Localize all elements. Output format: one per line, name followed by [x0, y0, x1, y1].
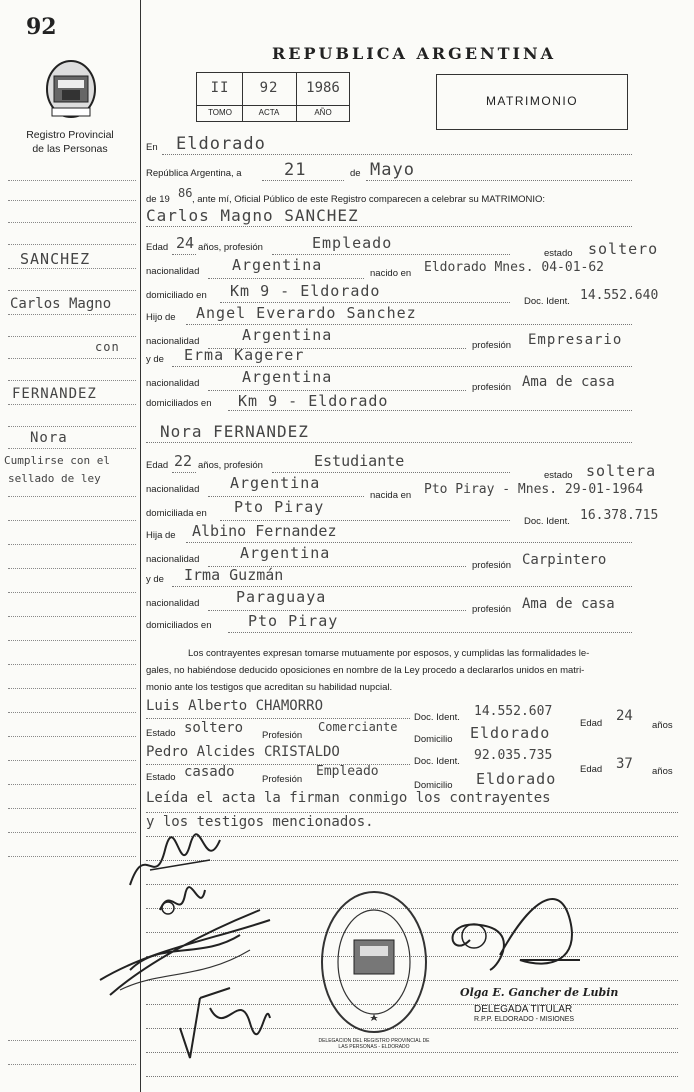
margin-rule: [8, 200, 136, 201]
registry-line-2: de las Personas: [32, 143, 108, 155]
margin-rule: [8, 856, 136, 857]
domiciliados-label: domiciliados en: [146, 620, 212, 631]
y-de-label: y de: [146, 354, 164, 365]
body-text-line-1: Los contrayentes expresan tomarse mutuamente por esposos, y cumplidas las formalidades le-: [188, 648, 590, 659]
domicilio-label: Domicilio: [414, 780, 453, 791]
witness-2-address: Eldorado: [476, 770, 557, 788]
profesion-label: profesión: [472, 382, 512, 393]
witness-2-doc: 92.035.735: [474, 748, 553, 763]
groom-profession: Empleado: [312, 234, 393, 252]
signature-witness-2-icon: [170, 968, 280, 1068]
document-type: MATRIMONIO: [485, 94, 579, 108]
officer-office: R.P.P. ELDORADO - MISIONES: [474, 1016, 575, 1023]
bride-father-profession: Carpintero: [522, 552, 607, 568]
acta-value: 92: [259, 80, 279, 96]
margin-note-line-1: Cumplirse con el: [4, 454, 110, 467]
month-value: Mayo: [370, 160, 415, 180]
nacionalidad-label: nacionalidad: [146, 378, 200, 389]
bride-birthplace-date: Pto Piray - Mnes. 29-01-1964: [424, 482, 644, 497]
signature-officer-icon: [440, 880, 590, 980]
margin-rule: [8, 832, 136, 833]
seal-text: DELEGACION DEL REGISTRO PROVINCIAL DE LAS PERSONAS - ELDORADO: [318, 1038, 430, 1050]
anos-profesion-label: años, profesión: [198, 460, 263, 471]
day-value: 21: [284, 160, 307, 180]
margin-rule: [8, 712, 136, 713]
margin-rule: [8, 290, 136, 291]
margin-given-name-groom: Carlos Magno: [10, 296, 112, 312]
groom-father-profession: Empresario: [528, 332, 623, 348]
margin-rule: [8, 640, 136, 641]
witness-2-profession: Empleado: [316, 764, 379, 779]
margin-rule: [8, 380, 136, 381]
domiciliada-label: domiciliada en: [146, 508, 207, 519]
bride-father-nationality: Argentina: [240, 544, 331, 562]
country-title: REPUBLICA ARGENTINA: [272, 44, 557, 63]
closing-line-2: y los testigos mencionados.: [146, 814, 374, 830]
margin-given-name-bride: Nora: [30, 430, 68, 446]
bride-status: soltera: [586, 462, 657, 480]
registry-line-1: Registro Provincial: [26, 129, 114, 141]
page-number: 92: [26, 14, 57, 40]
tomo-label: TOMO: [208, 108, 232, 117]
intro-text: , ante mí, Oficial Público de este Registro comparecen a celebrar su MATRIMONIO:: [192, 194, 546, 205]
domicilio-label: Domicilio: [414, 734, 453, 745]
margin-surname-groom: SANCHEZ: [20, 250, 91, 268]
anos-label: años: [652, 766, 673, 777]
groom-address: Km 9 - Eldorado: [230, 282, 381, 300]
margin-rule: [8, 520, 136, 521]
nacionalidad-label: nacionalidad: [146, 336, 200, 347]
bride-mother-profession: Ama de casa: [522, 596, 615, 612]
bride-nationality: Argentina: [230, 474, 321, 492]
margin-rule: [8, 664, 136, 665]
edad-label: Edad: [146, 242, 169, 253]
edad-label: Edad: [146, 460, 169, 471]
profesion-label: profesión: [472, 560, 512, 571]
hija-de-label: Hija de: [146, 530, 176, 541]
doc-label: Doc. Ident.: [524, 516, 570, 527]
place-value: Eldorado: [176, 134, 266, 154]
margin-rule: [8, 688, 136, 689]
witness-1-name: Luis Alberto CHAMORRO: [146, 698, 324, 714]
nacionalidad-label: nacionalidad: [146, 266, 200, 277]
margin-rule: [8, 592, 136, 593]
witness-2-name: Pedro Alcides CRISTALDO: [146, 744, 340, 760]
anio-label: AÑO: [314, 108, 332, 117]
province-coat-of-arms-icon: [42, 58, 100, 120]
witness-1-address: Eldorado: [470, 724, 551, 742]
officer-name: Olga E. Gancher de Lubin: [460, 986, 619, 999]
margin-rule: [8, 496, 136, 497]
margin-rule: [8, 336, 136, 337]
margin-rule: [8, 358, 136, 359]
profesion-label: Profesión: [262, 774, 303, 785]
profesion-label: Profesión: [262, 730, 303, 741]
groom-mother: Erma Kagerer: [184, 346, 305, 364]
republic-text: República Argentina, a: [146, 168, 242, 179]
bride-age: 22: [174, 452, 193, 470]
bride-address: Pto Piray: [234, 498, 325, 516]
margin-rule: [8, 616, 136, 617]
witness-2-status: casado: [184, 764, 235, 780]
en-label: En: [146, 142, 158, 153]
anos-profesion-label: años, profesión: [198, 242, 263, 253]
nacionalidad-label: nacionalidad: [146, 484, 200, 495]
witness-1-age: 24: [616, 708, 633, 724]
doc-label: Doc. Ident.: [414, 712, 460, 723]
margin-note-line-2: sellado de ley: [8, 472, 101, 485]
bride-mother-nationality: Paraguaya: [236, 588, 327, 606]
profesion-label: profesión: [472, 604, 512, 615]
registry-name: [0, 128, 140, 156]
tomo-value: II: [210, 80, 230, 96]
edad-label: Edad: [580, 764, 603, 775]
body-text-line-3: monio ante los testigos que acreditan su habilidad nupcial.: [146, 682, 393, 693]
margin-rule: [8, 426, 136, 427]
groom-status: soltero: [588, 240, 659, 258]
hijo-de-label: Hijo de: [146, 312, 176, 323]
groom-mother-profession: Ama de casa: [522, 374, 615, 390]
anio-value: 1986: [306, 80, 340, 96]
doc-label: Doc. Ident.: [524, 296, 570, 307]
margin-rule: [8, 808, 136, 809]
bride-father: Albino Fernandez: [192, 522, 337, 540]
margin-rule: [8, 314, 136, 315]
estado-label: Estado: [146, 772, 176, 783]
doc-label: Doc. Ident.: [414, 756, 460, 767]
margin-rule: [8, 1064, 136, 1065]
year-prefix: de 19: [146, 194, 170, 205]
margin-rule: [8, 736, 136, 737]
bride-name: Nora FERNANDEZ: [160, 422, 309, 441]
bride-mother: Irma Guzmán: [184, 566, 284, 584]
margin-rule: [8, 180, 136, 181]
edad-label: Edad: [580, 718, 603, 729]
groom-name: Carlos Magno SANCHEZ: [146, 206, 359, 225]
margin-rule: [8, 268, 136, 269]
groom-nationality: Argentina: [232, 256, 323, 274]
body-text-line-2: gales, no habiéndose deducido oposiciones en nombre de la Ley procedo a declararlos unidos en matri-: [146, 665, 585, 676]
anos-label: años: [652, 720, 673, 731]
margin-rule: [8, 784, 136, 785]
groom-age: 24: [176, 234, 195, 252]
nacionalidad-label: nacionalidad: [146, 598, 200, 609]
officer-title: DELEGADA TITULAR: [474, 1004, 573, 1015]
closing-line-1: Leída el acta la firman conmigo los contrayentes: [146, 790, 551, 806]
witness-2-age: 37: [616, 756, 633, 772]
year-suffix: 86: [178, 186, 193, 200]
estado-label: estado: [544, 470, 573, 481]
nacida-label: nacida en: [370, 490, 412, 501]
witness-1-profession: Comerciante: [318, 720, 398, 734]
estado-label: Estado: [146, 728, 176, 739]
margin-rule: [8, 244, 136, 245]
bride-profession: Estudiante: [314, 452, 405, 470]
margin-rule: [8, 544, 136, 545]
acta-label: ACTA: [258, 108, 280, 117]
bride-parents-address: Pto Piray: [248, 612, 339, 630]
groom-parents-address: Km 9 - Eldorado: [238, 392, 389, 410]
groom-birthplace-date: Eldorado Mnes. 04-01-62: [424, 260, 605, 275]
profesion-label: profesión: [472, 340, 512, 351]
witness-1-doc: 14.552.607: [474, 704, 553, 719]
margin-connector: con: [95, 340, 120, 354]
margin-rule: [8, 448, 136, 449]
margin-rule: [8, 1040, 136, 1041]
estado-label: estado: [544, 248, 573, 259]
groom-doc: 14.552.640: [580, 288, 659, 303]
margin-rule: [8, 222, 136, 223]
domiciliados-label: domiciliados en: [146, 398, 212, 409]
margin-rule: [8, 760, 136, 761]
margin-rule: [8, 404, 136, 405]
margin-surname-bride: FERNANDEZ: [12, 386, 97, 402]
witness-1-status: soltero: [184, 720, 244, 736]
y-de-label: y de: [146, 574, 164, 585]
domiciliado-label: domiciliado en: [146, 290, 207, 301]
groom-father-nationality: Argentina: [242, 326, 333, 344]
nacionalidad-label: nacionalidad: [146, 554, 200, 565]
registry-seal-icon: [318, 888, 430, 1036]
groom-mother-nationality: Argentina: [242, 368, 333, 386]
nacido-label: nacido en: [370, 268, 412, 279]
margin-rule: [8, 568, 136, 569]
de-label: de: [350, 168, 361, 179]
groom-father: Angel Everardo Sanchez: [196, 304, 417, 322]
bride-doc: 16.378.715: [580, 508, 659, 523]
